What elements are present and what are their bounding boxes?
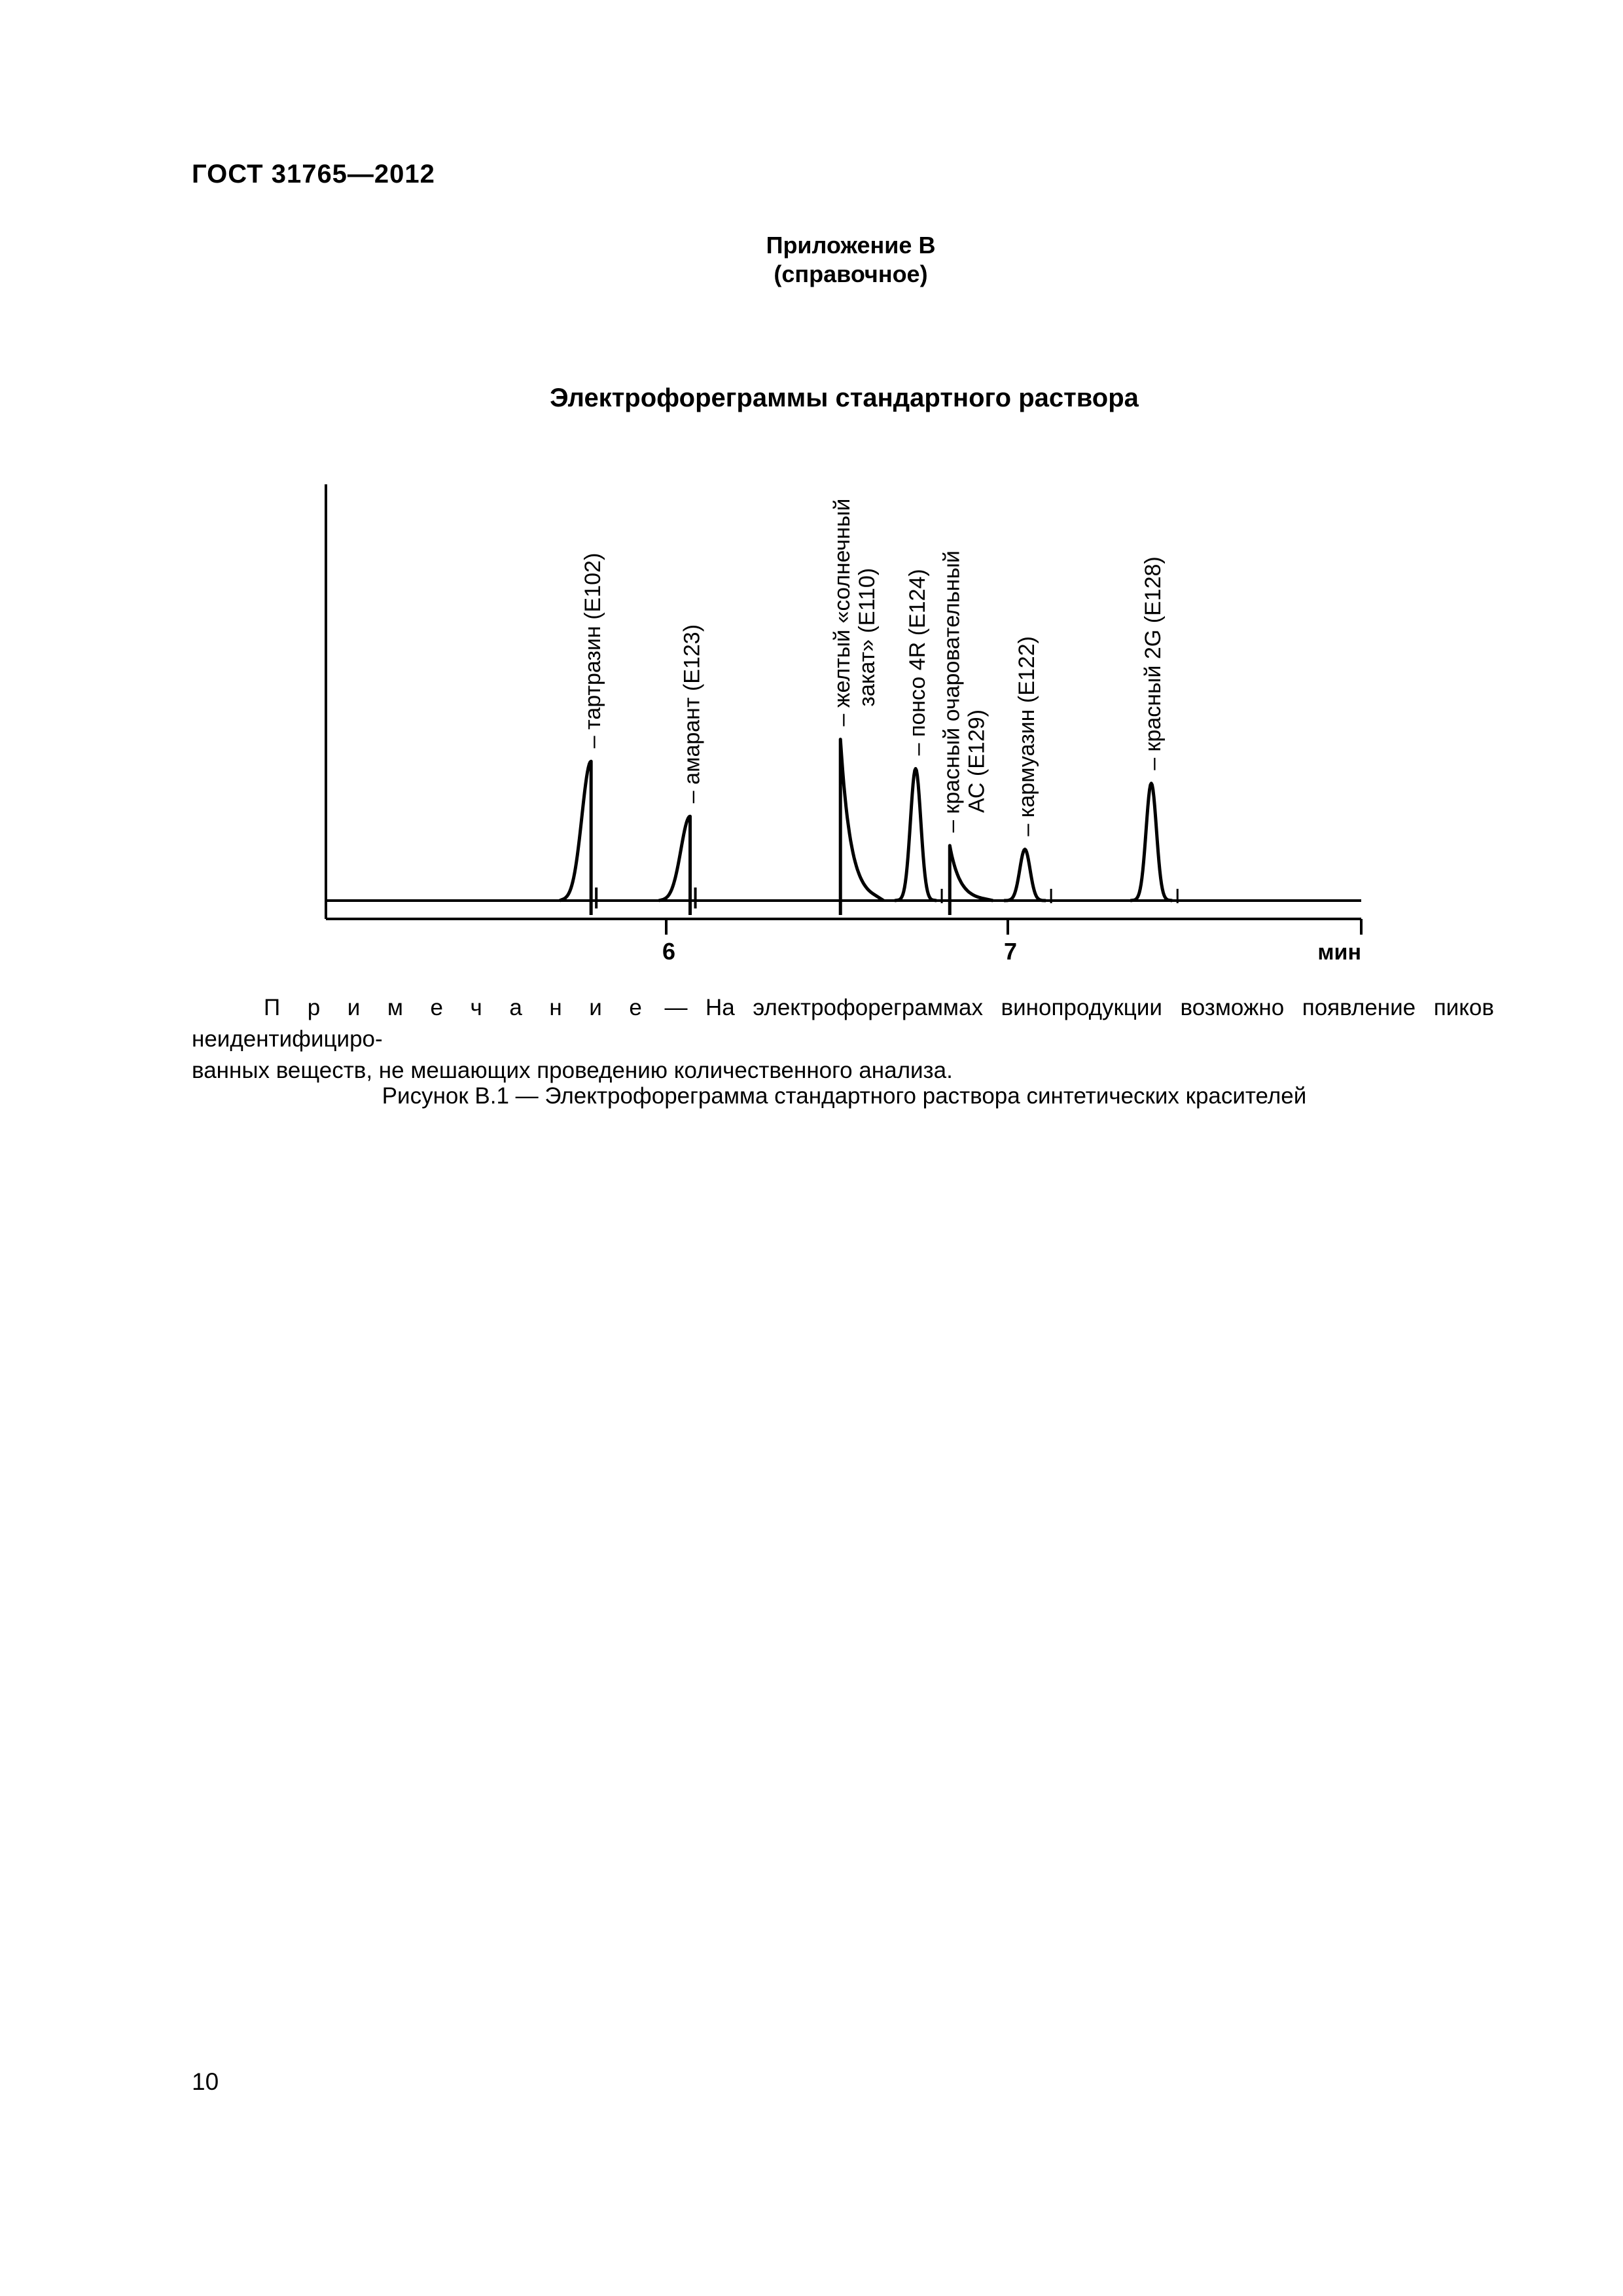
peak-label — [1014, 636, 1039, 836]
note-label: П р и м е ч а н и е — [264, 995, 647, 1020]
peak-label-line: – амарант (E123) — [679, 624, 705, 804]
x-axis-unit-label: мин — [1317, 940, 1361, 965]
note-line-1 — [192, 992, 1494, 1055]
peak-trace — [560, 761, 591, 915]
note-block — [192, 992, 1494, 1086]
peak-label-line: – красный 2G (E128) — [1141, 556, 1166, 770]
note-line-2: ванных веществ, не мешающих проведению количественного анализа. — [192, 1058, 953, 1083]
chart-peaks — [560, 740, 1177, 915]
peak-trace — [1004, 850, 1046, 901]
peak-label — [905, 569, 930, 755]
peak-label-line: АС (E129) — [964, 709, 990, 813]
x-tick-label: 7 — [1003, 938, 1018, 965]
peak-trace — [895, 768, 936, 901]
peak-label — [680, 624, 705, 803]
chart-x-ticks — [662, 919, 1361, 965]
figure-caption: Рисунок В.1 — Электрофореграмма стандартного раствора синтетических красителей — [382, 1083, 1307, 1109]
peak-trace — [840, 740, 883, 915]
note-text-1: — На электрофореграммах винопродукции возможно появление пиков неидентифициро- — [192, 995, 1494, 1052]
peak-label — [939, 550, 989, 833]
peak-label-line: – кармуазин (E122) — [1014, 636, 1040, 836]
annex-subtitle: (справочное) — [774, 260, 928, 287]
peak-label-line: – красный очаровательный — [939, 550, 965, 833]
chart-peak-labels — [580, 499, 1166, 836]
peak-trace — [950, 846, 993, 915]
page-number: 10 — [192, 2068, 219, 2095]
peak-label-line: закат» (E110) — [855, 567, 880, 707]
peak-label — [830, 499, 880, 726]
peak-label — [1141, 556, 1166, 770]
section-title: Электрофореграммы стандартного раствора — [550, 384, 1139, 412]
peak-trace — [1130, 783, 1172, 901]
annex-title: Приложение В — [766, 232, 936, 259]
peak-label-line: – понсо 4R (E124) — [905, 569, 931, 756]
x-tick-label: 6 — [662, 938, 676, 965]
peak-label — [580, 553, 605, 748]
peak-label-line: – тартразин (E102) — [580, 552, 606, 749]
peak-label-line: – желтый «солнечный — [830, 498, 855, 726]
document-number: ГОСТ 31765—2012 — [192, 160, 435, 188]
